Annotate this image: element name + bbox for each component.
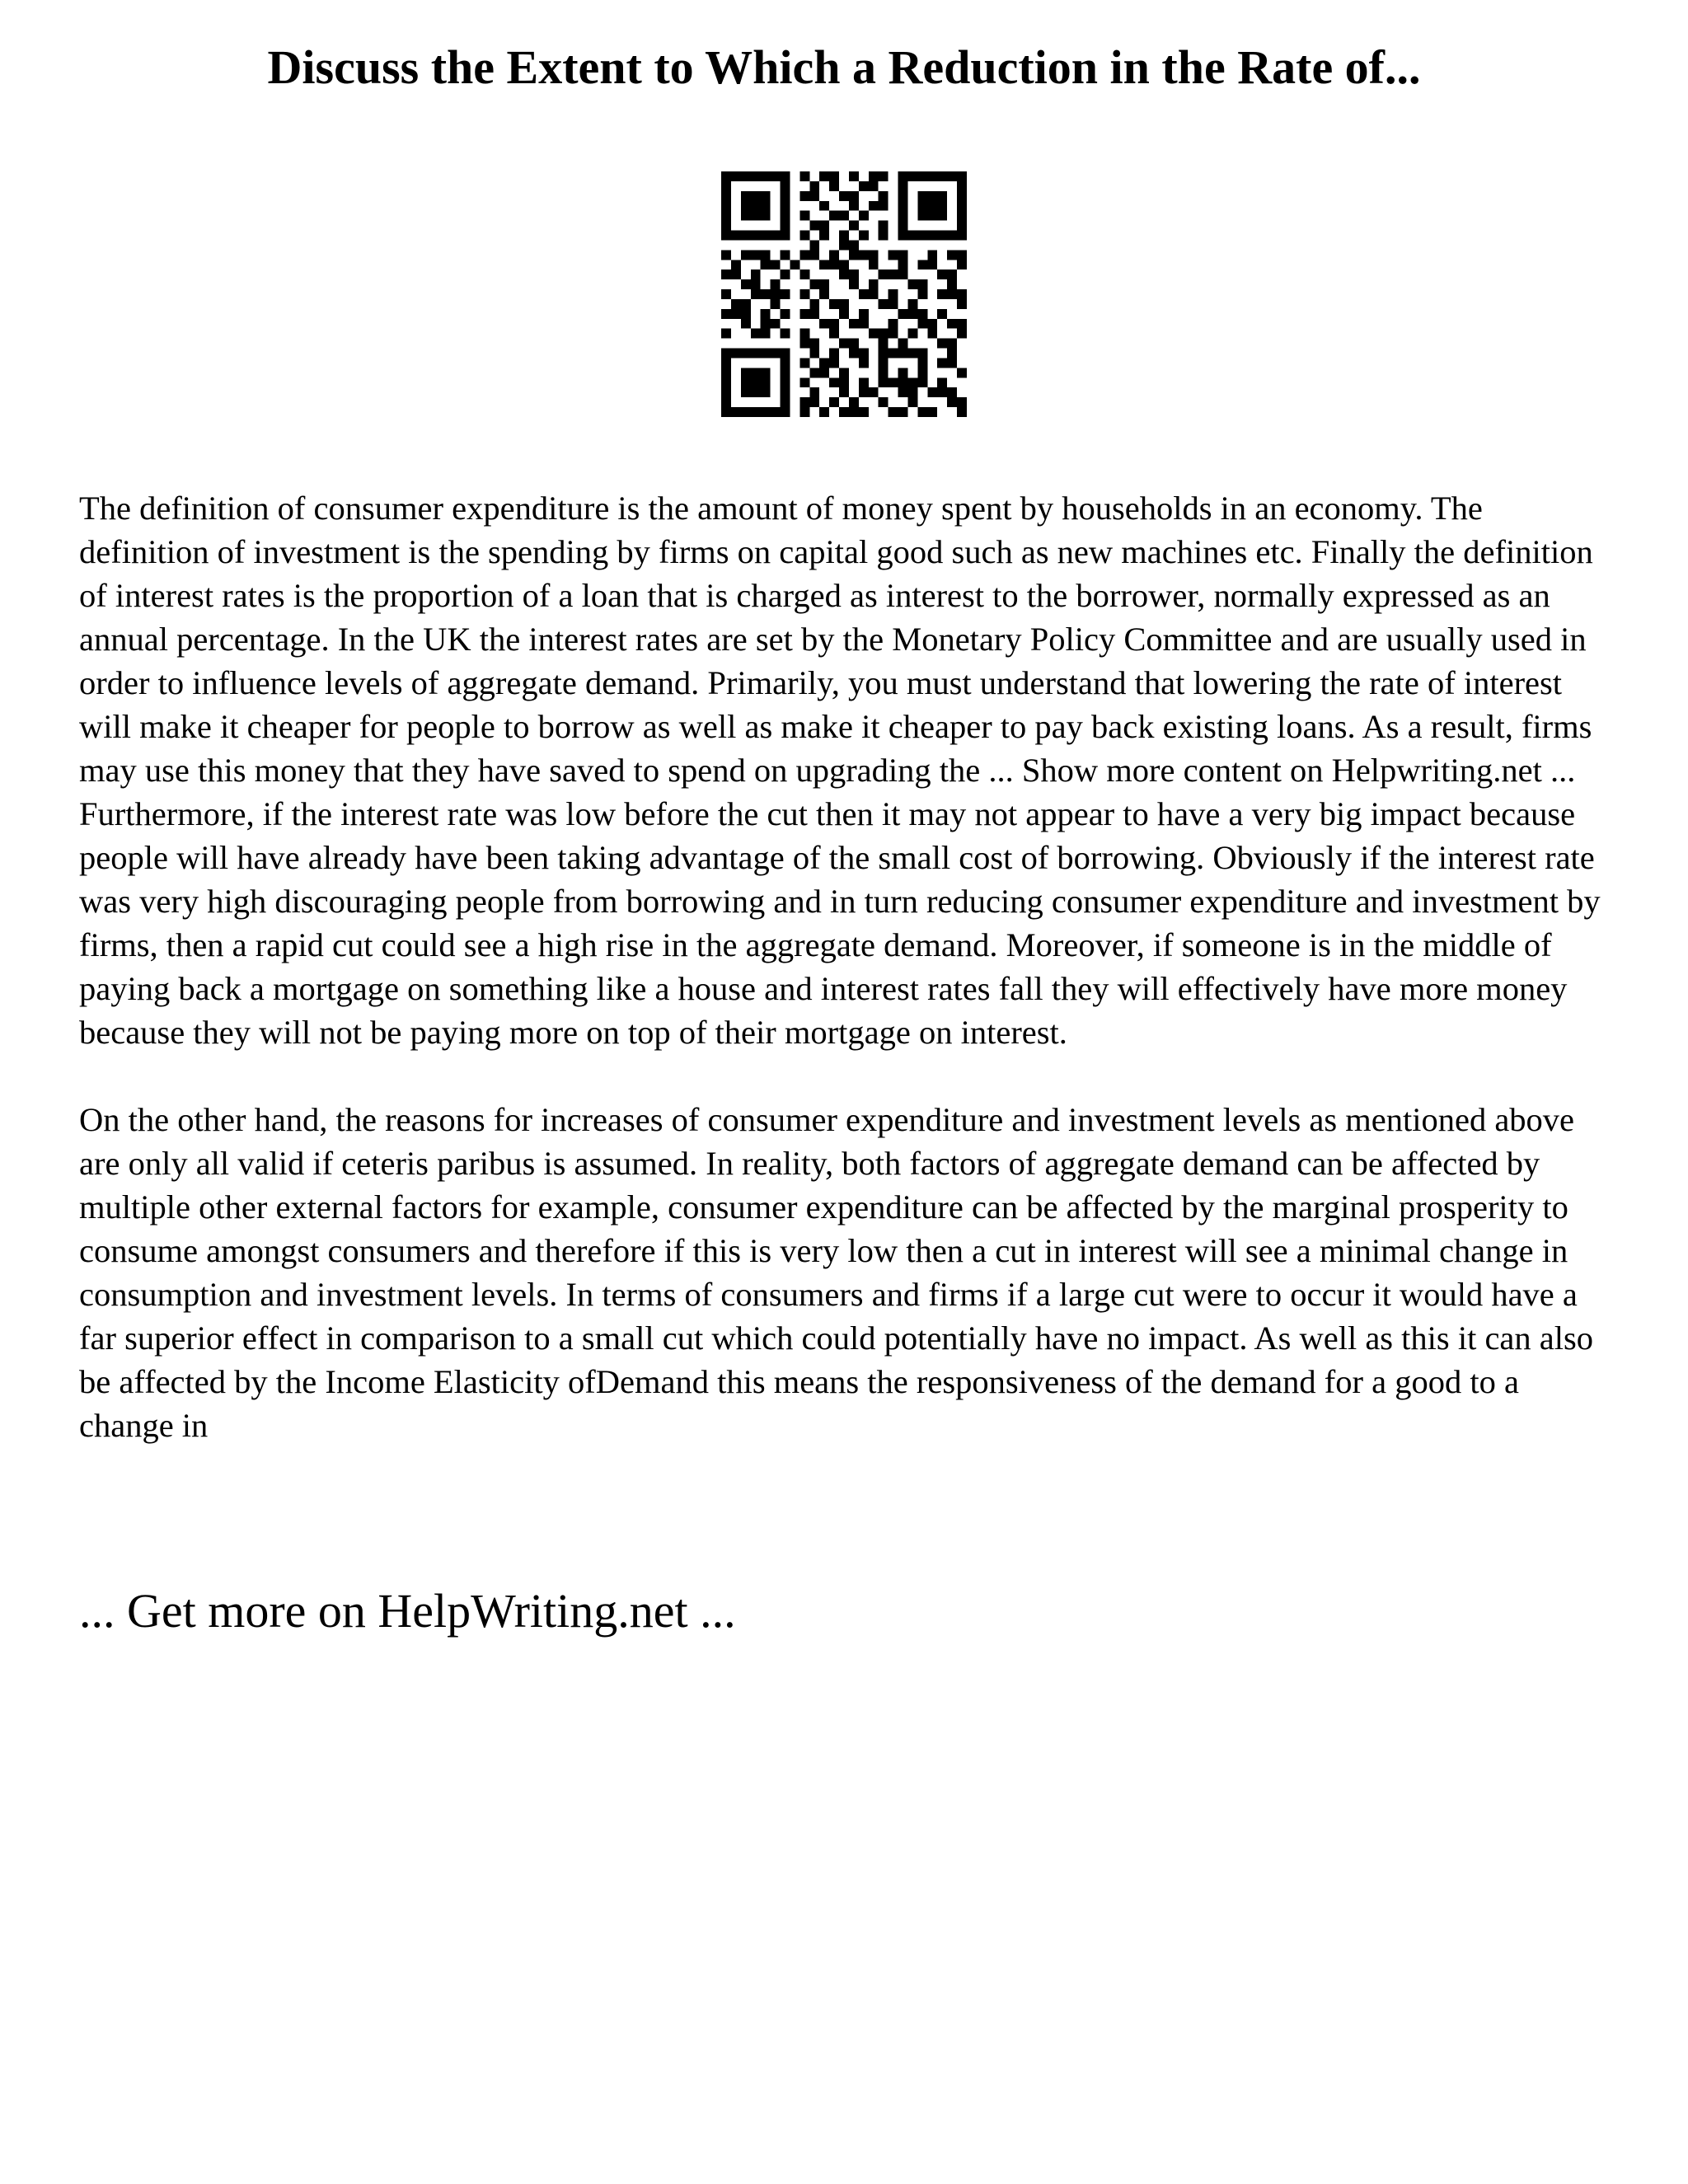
paragraph-1: The definition of consumer expenditure is the amount of money spent by households in an economy. The definition of investment is the spending by firms on capital good such as new machines etc. Finally the definition of interest rates is the proportion of a loan that is charged as interest to the borrower, normally expressed as an annual percentage. In the UK the interest rates are set by the Monetary Policy Committee and are usually used in order to influence levels of aggregate demand. Primarily, you must understand that lowering the rate of interest will make it cheaper for people to borrow as well as make it cheaper to pay back existing loans. As a result, firms may use this money that they have saved to spend on upgrading the ... Show more content on Helpwriting.net ... Furthermore, if the interest rate was low before the cut then it may not appear to have a very big impact because people will have already have been taking advantage of the small cost of borrowing. Obviously if the interest rate was very high discouraging people from borrowing and in turn reducing consumer expenditure and investment by firms, then a rapid cut could see a high rise in the aggregate demand. Moreover, if someone is in the middle of paying back a mortgage on something like a house and interest rates fall they will effectively have more money because they will not be paying more on top of their mortgage on interest. xyxy=(79,490,1601,1051)
paragraph-2: On the other hand, the reasons for increases of consumer expenditure and investment levels as mentioned above are only all valid if ceteris paribus is assumed. In reality, both factors of aggregate demand can be affected by multiple other external factors for example, consumer expenditure can be affected by the marginal prosperity to consume amongst consumers and therefore if this is very low then a cut in interest will see a minimal change in consumption and investment levels. In terms of consumers and firms if a large cut were to occur it would have a far superior effect in comparison to a small cut which could potentially have no impact. As well as this it can also be affected by the Income Elasticity ofDemand this means the responsiveness of the demand for a good to a change in xyxy=(79,1101,1594,1444)
page-title: Discuss the Extent to Which a Reduction in the Rate of... xyxy=(267,40,1421,94)
qr-code-icon xyxy=(721,171,967,417)
qr-code-graphic xyxy=(721,171,967,417)
article-body xyxy=(79,486,1614,1447)
get-more-link[interactable]: ... Get more on HelpWriting.net ... xyxy=(79,1584,736,1638)
